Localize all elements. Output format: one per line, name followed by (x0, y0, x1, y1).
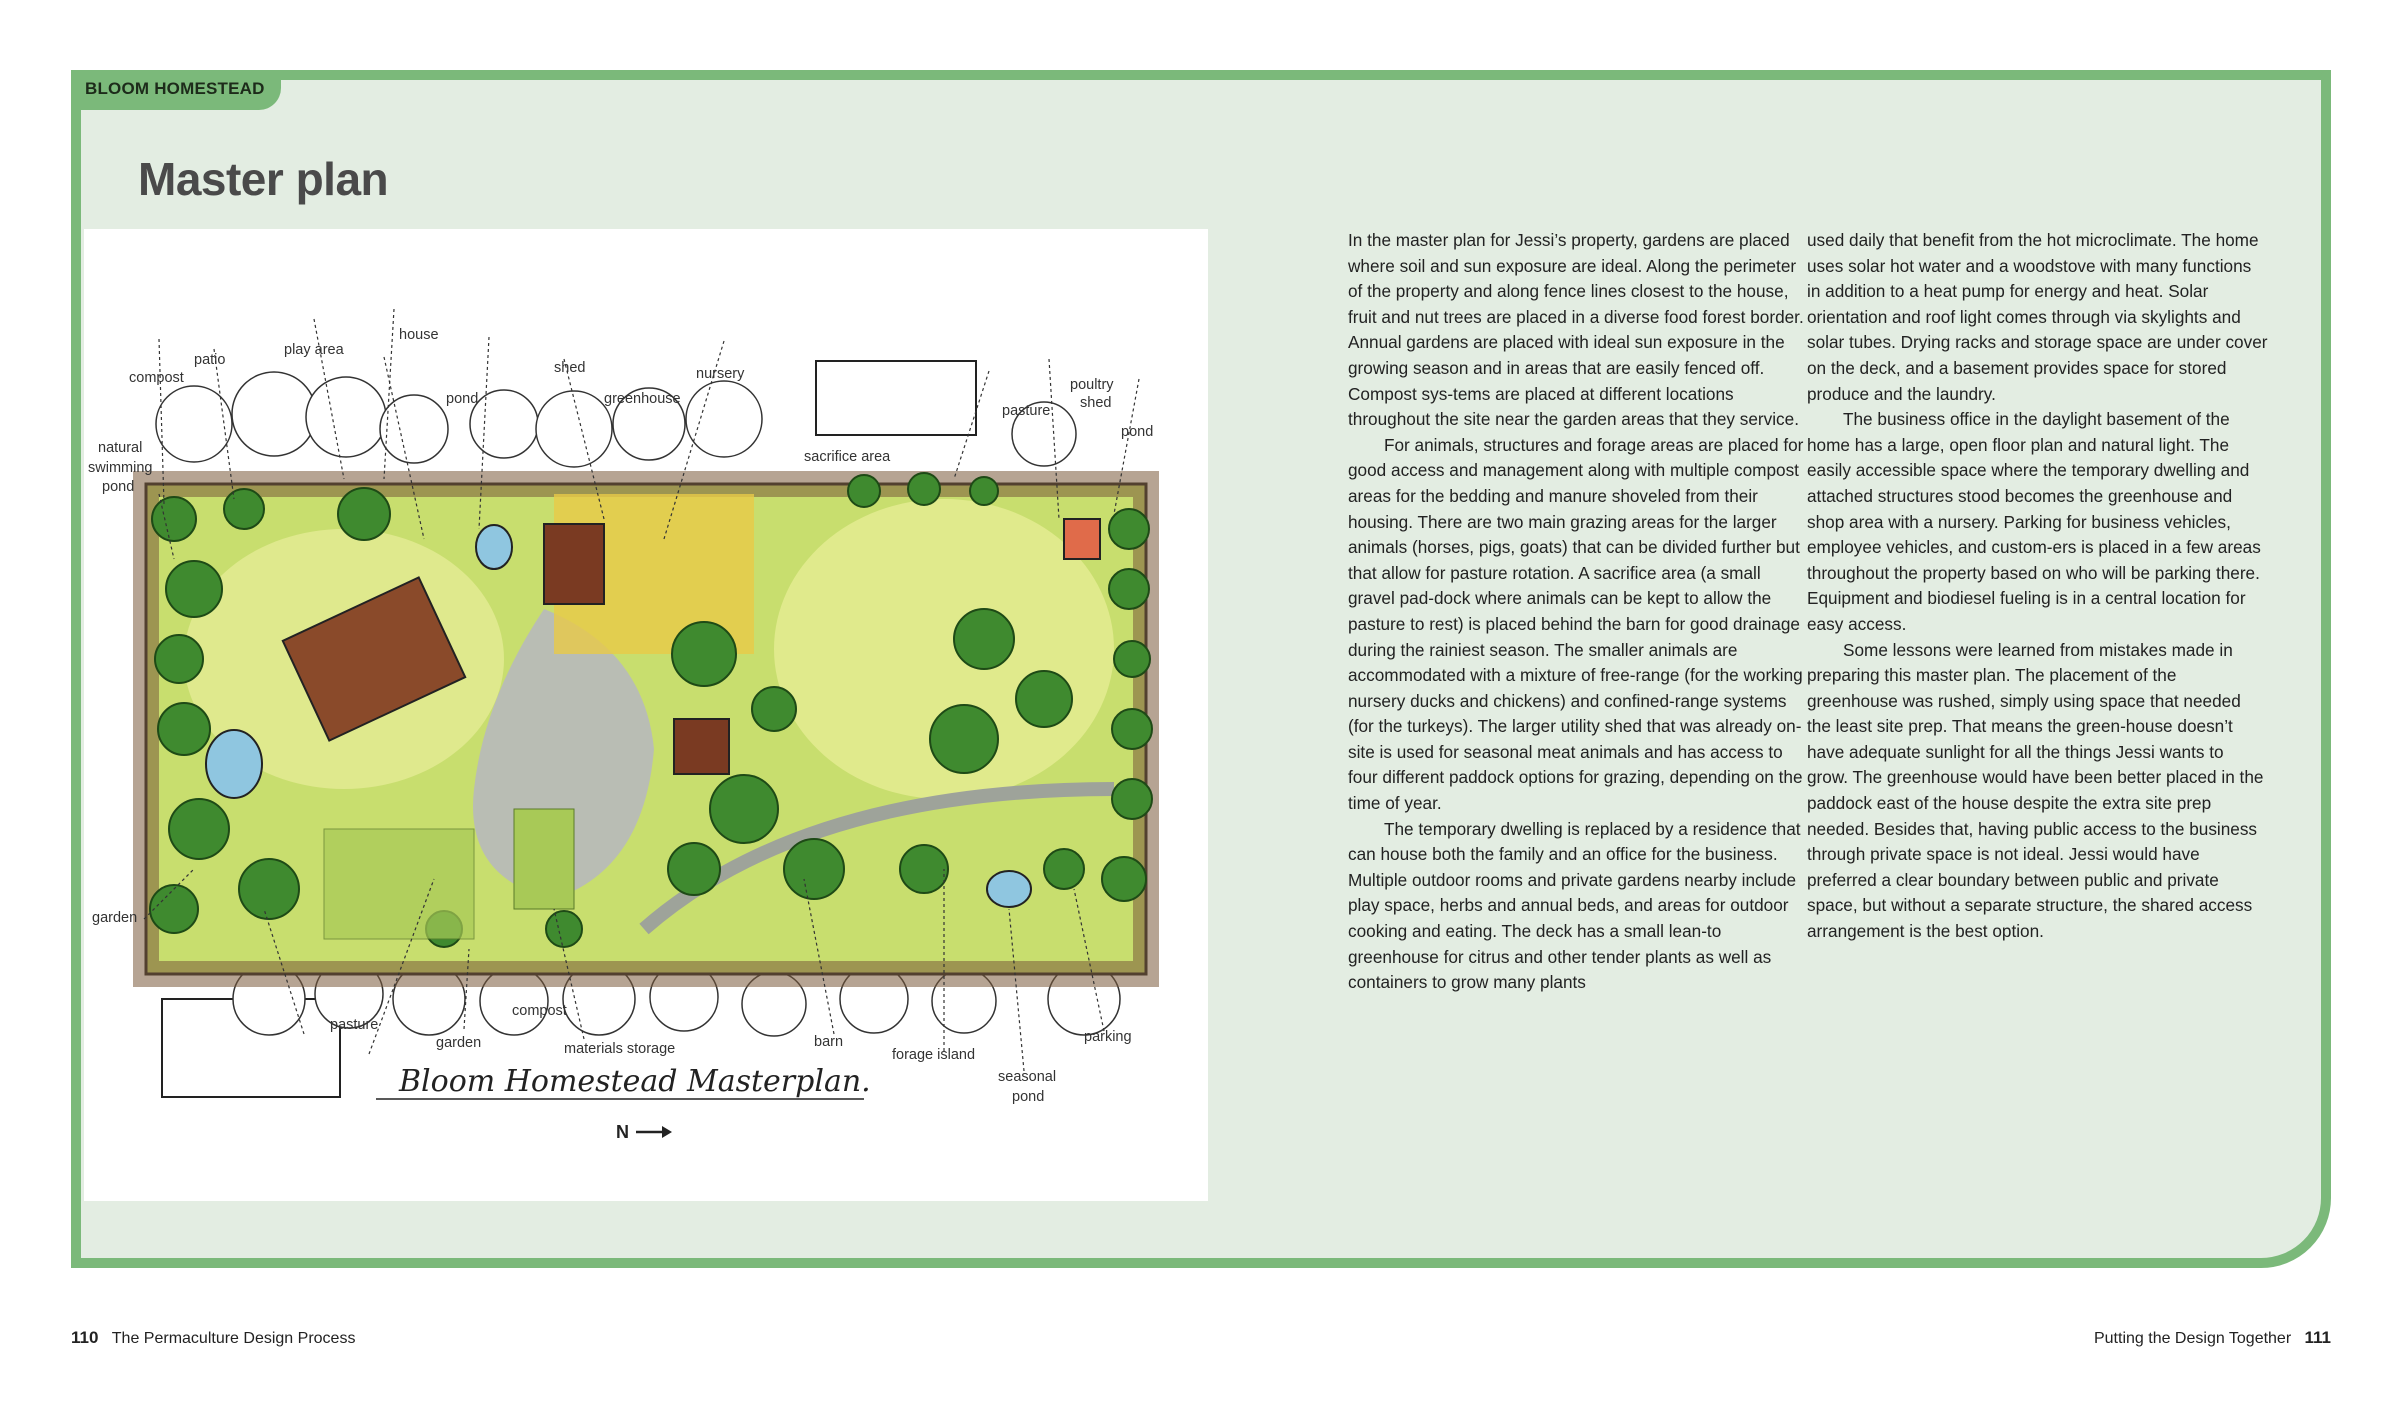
paragraph: The business office in the daylight basement of the home has a large, open floor plan and natural light. The easily accessible space where the temporary dwelling and attached structures stood becomes the greenhouse and shop area with a nursery. Parking for business vehicles, employee vehicles, and custom-ers is placed in a few areas throughout the property based on who will be parking there. Equipment and biodiesel fueling is in a central location for easy access. (1807, 409, 2261, 634)
label-natural: natural (98, 440, 143, 456)
label-parking: parking (1084, 1029, 1132, 1045)
footer-right (2094, 1328, 2331, 1348)
label-pond-top: pond (446, 391, 479, 407)
north-arrow-icon (636, 1126, 672, 1138)
label-compost-bottom: compost (512, 1003, 567, 1019)
paragraph: Some lessons were learned from mistakes made in preparing this master plan. The placement of the greenhouse was rushed, simply using space that needed the least site prep. That means the green-house doesn’t have adequate sunlight for all the things Jessi wants to grow. The greenhouse would have been better placed in the paddock east of the house despite the extra site prep needed. Besides that, having public access to the business through private space is not ideal. Jessi would have preferred a clear boundary between public and private space, but without a separate structure, the shared access arrangement is the best option. (1807, 639, 2264, 942)
running-title-left: The Permaculture Design Process (111, 1330, 356, 1347)
section-tab-label: BLOOM HOMESTEAD (85, 79, 265, 98)
paragraph: In the master plan for Jessi’s property, gardens are placed where soil and sun exposure are ideal. Along the perimeter of the property and along fence lines closest to the house, fruit and nut trees are placed in a diverse food forest border. Annual gardens are placed with ideal sun exposure in the growing season and in areas that are easily fenced off. Compost sys-tems are placed at different locations throughout the site near the garden areas that they service. (1348, 230, 1804, 430)
page-number-left: 110 (71, 1328, 99, 1347)
label-pasture-top: pasture (1002, 403, 1051, 419)
shed-building (674, 719, 729, 774)
label-seasonal: seasonal (998, 1069, 1057, 1085)
section-tab (71, 70, 281, 110)
master-plan-drawing (84, 229, 1208, 1201)
swimming-pond (206, 730, 262, 798)
top-pond (476, 525, 512, 569)
label-greenhouse: greenhouse (604, 391, 681, 407)
label-pond-bottom: pond (1012, 1089, 1045, 1105)
label-pond-right: pond (1121, 424, 1154, 440)
label-sacrifice-area: sacrifice area (804, 449, 891, 465)
paragraph: For animals, structures and forage areas are placed for good access and management along with multiple compost areas for the bedding and manure shoveled from their housing. There are two main grazing areas for the larger animals (horses, pigs, goats) that can be divided further but that allow for pasture rotation. A sacrifice area (a small gravel pad-dock where animals can be kept to allow the pasture to rest) is placed behind the barn for good drainage during the rainiest season. The smaller animals are accommodated with a mixture of free-range (for the working nursery ducks and chickens) and confined-range systems (for the turkeys). The larger utility shed that was already on-site is used for seasonal meat animals and has access to four different paddock options for grazing, depending on the time of year. (1348, 434, 1804, 814)
plan-caption: Bloom Homestead Masterplan. (399, 1064, 871, 1099)
north-label: N (616, 1122, 629, 1142)
label-house: house (399, 327, 439, 343)
page-number-right: 111 (2304, 1328, 2331, 1347)
label-forage-island: forage island (892, 1047, 976, 1063)
label-garden-bottom: garden (436, 1035, 482, 1051)
footer-left (71, 1328, 355, 1348)
label-swimming: swimming (88, 460, 153, 476)
label-barn: barn (814, 1034, 844, 1050)
running-title-right: Putting the Design Together (2093, 1330, 2292, 1347)
label-garden-left: garden (92, 910, 138, 926)
label-patio: patio (194, 352, 226, 368)
label-compost-top: compost (129, 370, 184, 386)
master-plan-illustration (84, 229, 1208, 1201)
label-materials-storage: materials storage (564, 1041, 676, 1057)
label-play-area: play area (284, 342, 344, 358)
label-shed: shed (554, 360, 586, 376)
poultry-shed-building (1064, 519, 1100, 559)
neighbor-lot-top (816, 361, 976, 435)
barn-building (544, 524, 604, 604)
label-pasture-bottom: pasture (330, 1017, 379, 1033)
text-column-left (1348, 228, 1810, 996)
label-nursery: nursery (696, 366, 745, 382)
paragraph: used daily that benefit from the hot microclimate. The home uses solar hot water and a woodstove with many functions in addition to a heat pump for energy and heat. Solar orientation and roof light comes through via skylights and solar tubes. Drying racks and storage space are under cover on the deck, and a basement provides space for stored produce and the laundry. (1807, 230, 2268, 404)
label-pond-left: pond (102, 479, 135, 495)
seasonal-pond (987, 871, 1031, 907)
page-title: Master plan (138, 153, 389, 205)
label-shed-2: shed (1080, 395, 1112, 411)
label-poultry: poultry (1070, 377, 1114, 393)
text-column-right (1807, 228, 2269, 945)
paragraph: The temporary dwelling is replaced by a residence that can house both the family and an office for the business. Multiple outdoor rooms and private gardens nearby include play space, herbs and annual beds, and areas for outdoor cooking and eating. The deck has a small lean-to greenhouse for citrus and other tender plants as well as containers to grow many plants (1348, 818, 1801, 993)
